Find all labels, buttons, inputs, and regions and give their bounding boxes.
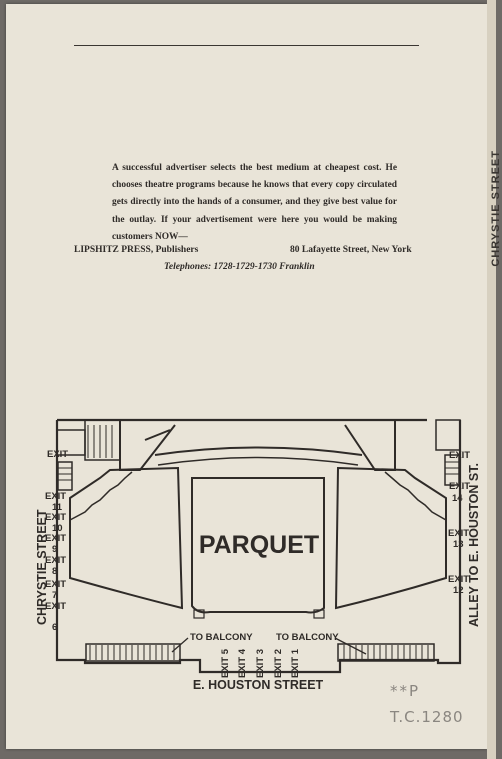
left-exit-10-word: EXIT	[45, 512, 67, 523]
right-exit-top: EXIT	[449, 450, 471, 461]
parquet-label: PARQUET	[198, 531, 320, 559]
right-exit-13-number: 13	[453, 539, 464, 550]
right-exit-12-number: 12	[453, 585, 464, 596]
left-exit-8-word: EXIT	[45, 555, 67, 566]
left-exit-6-word: EXIT	[45, 601, 67, 612]
left-exit-8-number: 8	[52, 566, 58, 577]
spine-street-label: CHRYSTIE STREET	[490, 150, 502, 267]
left-exit-11-word: EXIT	[45, 491, 67, 502]
publisher-address: 80 Lafayette Street, New York	[290, 245, 412, 255]
catalog-number: T.C.1280	[390, 708, 464, 726]
bottom-exit-1: EXIT 1	[290, 648, 301, 678]
left-exit-7-number: 7	[52, 590, 58, 601]
to-balcony-left-label: TO BALCONY	[190, 632, 253, 643]
left-exit-9-number: 9	[52, 544, 58, 555]
to-balcony-right-label: TO BALCONY	[276, 632, 339, 643]
right-street-label: ALLEY TO E. HOUSTON ST.	[467, 463, 481, 627]
right-exit-13-word: EXIT	[448, 528, 470, 539]
left-street-label: CHRYSTIE STREET	[35, 509, 49, 625]
left-exit-9-word: EXIT	[45, 533, 67, 544]
bottom-exit-4: EXIT 4	[237, 648, 248, 678]
bottom-exit-5: EXIT 5	[220, 648, 231, 678]
bottom-street-label: E. HOUSTON STREET	[192, 678, 324, 692]
left-exit-top: EXIT	[47, 449, 69, 460]
right-exit-12-word: EXIT	[448, 574, 470, 585]
left-exit-11-number: 11	[52, 502, 63, 513]
bottom-exit-2: EXIT 2	[273, 648, 284, 678]
bottom-exit-3: EXIT 3	[255, 648, 266, 678]
right-exit-14-number: 14	[452, 493, 463, 504]
left-exit-10-number: 10	[52, 523, 63, 534]
left-exit-7-word: EXIT	[45, 579, 67, 590]
advertisement-text: A successful advertiser selects the best medium at cheapest cost. He chooses theatre programs because he knows that every copy circulated gets directly into the hands of a consumer, and they give best value for the outlay. If your advertisement were here you would be making customers NOW—	[112, 163, 397, 242]
right-exit-14-word: EXIT	[449, 481, 471, 492]
left-exit-6-number: 6	[52, 622, 58, 633]
publisher-telephones: Telephones: 1728-1729-1730 Franklin	[164, 262, 315, 272]
pencil-mark: **P	[390, 682, 421, 700]
publisher-name: LIPSHITZ PRESS, Publishers	[74, 245, 199, 255]
